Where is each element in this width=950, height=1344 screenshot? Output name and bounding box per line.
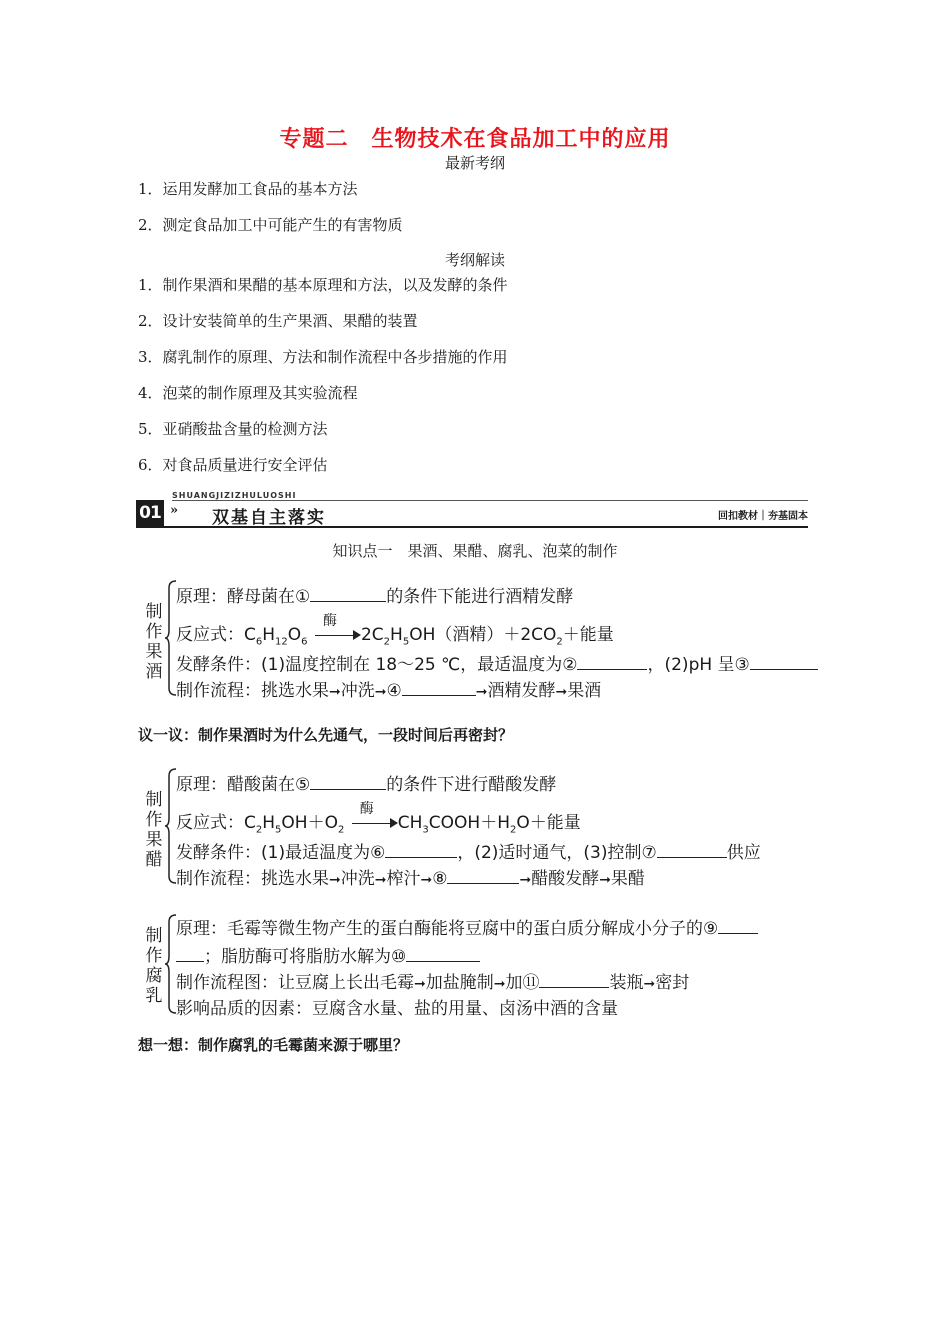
- vinegar-conditions: [176, 838, 761, 863]
- wine-equation: [176, 613, 614, 648]
- sufu-diagram: [138, 910, 818, 1020]
- text: 反应式：C: [176, 813, 256, 833]
- text: O: [287, 625, 302, 645]
- text: ⑧: [432, 869, 448, 889]
- arrow-icon: ➞: [414, 976, 426, 992]
- text: 加⑪: [505, 973, 540, 993]
- subscript: 3: [422, 824, 429, 836]
- vinegar-diagram: [138, 764, 818, 888]
- arrow-icon: ➞: [374, 684, 387, 700]
- text: COOH＋H: [428, 813, 510, 833]
- text: 果酒: [567, 681, 602, 701]
- vinegar-equation: [176, 801, 581, 836]
- sufu-vertical-label: [144, 926, 164, 1006]
- subscript: 2: [255, 824, 263, 836]
- sufu-principle: [176, 914, 758, 939]
- text: ，(2)适时通气，(3)控制⑦: [457, 843, 657, 863]
- text: 原理：毛霉等微生物产生的蛋白酶能将豆腐中的蛋白质分解成小分子的⑨: [176, 919, 719, 939]
- sufu-label-text: 制作腐乳: [145, 926, 163, 1006]
- text: 的条件下能进行酒精发酵: [386, 587, 574, 607]
- outline-item: 2．测定食品加工中可能产生的有害物质: [138, 216, 403, 234]
- text: 2C: [360, 625, 384, 645]
- subscript: 2: [337, 824, 345, 836]
- wine-vertical-label: [144, 602, 164, 682]
- text: ；脂肪酶可将脂肪水解为⑩: [204, 947, 407, 967]
- text: 榨汁: [386, 869, 421, 889]
- answer-blank: [385, 841, 457, 858]
- answer-blank: [310, 585, 386, 602]
- wine-conditions: [176, 650, 818, 675]
- interpretation-heading: 考纲解读: [444, 251, 505, 269]
- wine-principle: [176, 582, 573, 607]
- banner-pinyin: SHUANGJIZIZHULUOSHI: [172, 491, 297, 500]
- text: 密封: [655, 973, 690, 993]
- subscript: 12: [275, 636, 288, 648]
- text: 制作流程：挑选水果: [176, 681, 329, 701]
- arrow-icon: ➞: [329, 872, 341, 888]
- answer-blank: [718, 917, 758, 934]
- text: 的条件下进行醋酸发酵: [386, 775, 557, 795]
- arrow-icon: ➞: [493, 976, 506, 992]
- text: OH＋O: [281, 813, 338, 833]
- answer-blank: [577, 653, 647, 670]
- arrow-icon: ➞: [555, 684, 568, 700]
- vinegar-flow: [176, 864, 645, 889]
- banner-number: 01: [136, 500, 164, 526]
- text: ，(2)pH 呈③: [647, 655, 750, 675]
- text: O＋能量: [516, 813, 581, 833]
- interpretation-item: 4．泡菜的制作原理及其实验流程: [138, 384, 358, 402]
- wine-diagram: [138, 576, 818, 700]
- text: 冲洗: [340, 681, 375, 701]
- arrow-icon: ➞: [599, 872, 611, 888]
- subscript: 2: [509, 824, 517, 836]
- arrow-icon: ➞: [420, 872, 433, 888]
- latest-outline-heading: 最新考纲: [444, 154, 505, 172]
- sufu-flow: [176, 968, 689, 993]
- text: 制作流程图：让豆腐上长出毛霉: [176, 973, 414, 993]
- vinegar-principle: [176, 770, 556, 795]
- text: H: [262, 813, 276, 833]
- subscript: 6: [301, 636, 308, 648]
- arrow-icon: ➞: [643, 976, 656, 992]
- enzyme-arrow-icon: [313, 613, 361, 644]
- double-chevron-icon: »: [170, 503, 179, 518]
- text: 装瓶: [609, 973, 644, 993]
- text: 冲洗: [340, 869, 375, 889]
- vinegar-vertical-label: [144, 790, 164, 870]
- text: 原理：醋酸菌在⑤: [176, 775, 311, 795]
- text: 加盐腌制: [425, 973, 494, 993]
- answer-blank: [539, 971, 609, 988]
- banner-title: 双基自主落实: [212, 508, 326, 528]
- text: OH（酒精）＋2CO: [409, 625, 557, 645]
- answer-blank: [402, 679, 476, 696]
- arrow-icon: ➞: [374, 872, 387, 888]
- interpretation-item: 6．对食品质量进行安全评估: [138, 456, 328, 474]
- text: 发酵条件：(1)最适温度为⑥: [176, 843, 386, 863]
- interpretation-item: 3．腐乳制作的原理、方法和制作流程中各步措施的作用: [138, 348, 508, 366]
- text: H: [262, 625, 276, 645]
- section-banner: [136, 491, 808, 528]
- interpretation-item: 2．设计安装简单的生产果酒、果醋的装置: [138, 312, 418, 330]
- text: ＋能量: [562, 625, 614, 645]
- answer-blank: [176, 945, 204, 962]
- text: 制作流程：挑选水果: [176, 869, 329, 889]
- sufu-factors: 影响品质的因素：豆腐含水量、盐的用量、卤汤中酒的含量: [176, 999, 618, 1019]
- text: 酒精发酵: [487, 681, 556, 701]
- text: 发酵条件：(1)温度控制在 18～25 ℃，最适温度为②: [176, 655, 578, 675]
- interpretation-item: 1．制作果酒和果醋的基本原理和方法，以及发酵的条件: [138, 276, 508, 294]
- wine-flow: [176, 676, 601, 701]
- text: ④: [386, 681, 402, 701]
- banner-top-rule: [172, 500, 808, 501]
- subscript: 2: [556, 636, 563, 648]
- subscript: 2: [383, 636, 391, 648]
- text: 果醋: [610, 869, 645, 889]
- text: 反应式：C: [176, 625, 256, 645]
- subscript: 5: [275, 824, 282, 836]
- arrow-icon: ➞: [475, 684, 488, 700]
- sufu-principle-cont: [176, 942, 480, 967]
- answer-blank: [750, 653, 818, 670]
- enzyme-label: 酶: [359, 801, 374, 817]
- banner-bottom-rule: [136, 526, 808, 528]
- answer-blank: [406, 945, 480, 962]
- arrow-icon: ➞: [329, 684, 341, 700]
- page-title: 专题二 生物技术在食品加工中的应用: [279, 127, 671, 152]
- subscript: 5: [402, 636, 410, 648]
- text: 供应: [726, 843, 761, 863]
- answer-blank: [310, 773, 386, 790]
- text: H: [390, 625, 403, 645]
- text: 醋酸发酵: [531, 869, 600, 889]
- answer-blank: [657, 841, 727, 858]
- knowledge-point-title: 知识点一 果酒、果醋、腐乳、泡菜的制作: [332, 542, 618, 560]
- enzyme-label: 酶: [322, 613, 337, 629]
- outline-item: 1．运用发酵加工食品的基本方法: [138, 180, 358, 198]
- subscript: 6: [255, 636, 263, 648]
- wine-label-text: 制作果酒: [145, 602, 163, 682]
- discussion-question: 议一议：制作果酒时为什么先通气，一段时间后再密封？: [138, 726, 514, 744]
- enzyme-arrow-icon: [350, 801, 398, 832]
- interpretation-item: 5．亚硝酸盐含量的检测方法: [138, 420, 328, 438]
- text: 原理：酵母菌在①: [176, 587, 311, 607]
- answer-blank: [447, 867, 519, 884]
- think-question: 想一想：制作腐乳的毛霉菌来源于哪里？: [138, 1036, 409, 1054]
- text: CH: [397, 813, 423, 833]
- arrow-icon: ➞: [519, 872, 532, 888]
- vinegar-label-text: 制作果醋: [145, 790, 163, 870]
- banner-tag: 回扣教材｜夯基固本: [718, 511, 808, 522]
